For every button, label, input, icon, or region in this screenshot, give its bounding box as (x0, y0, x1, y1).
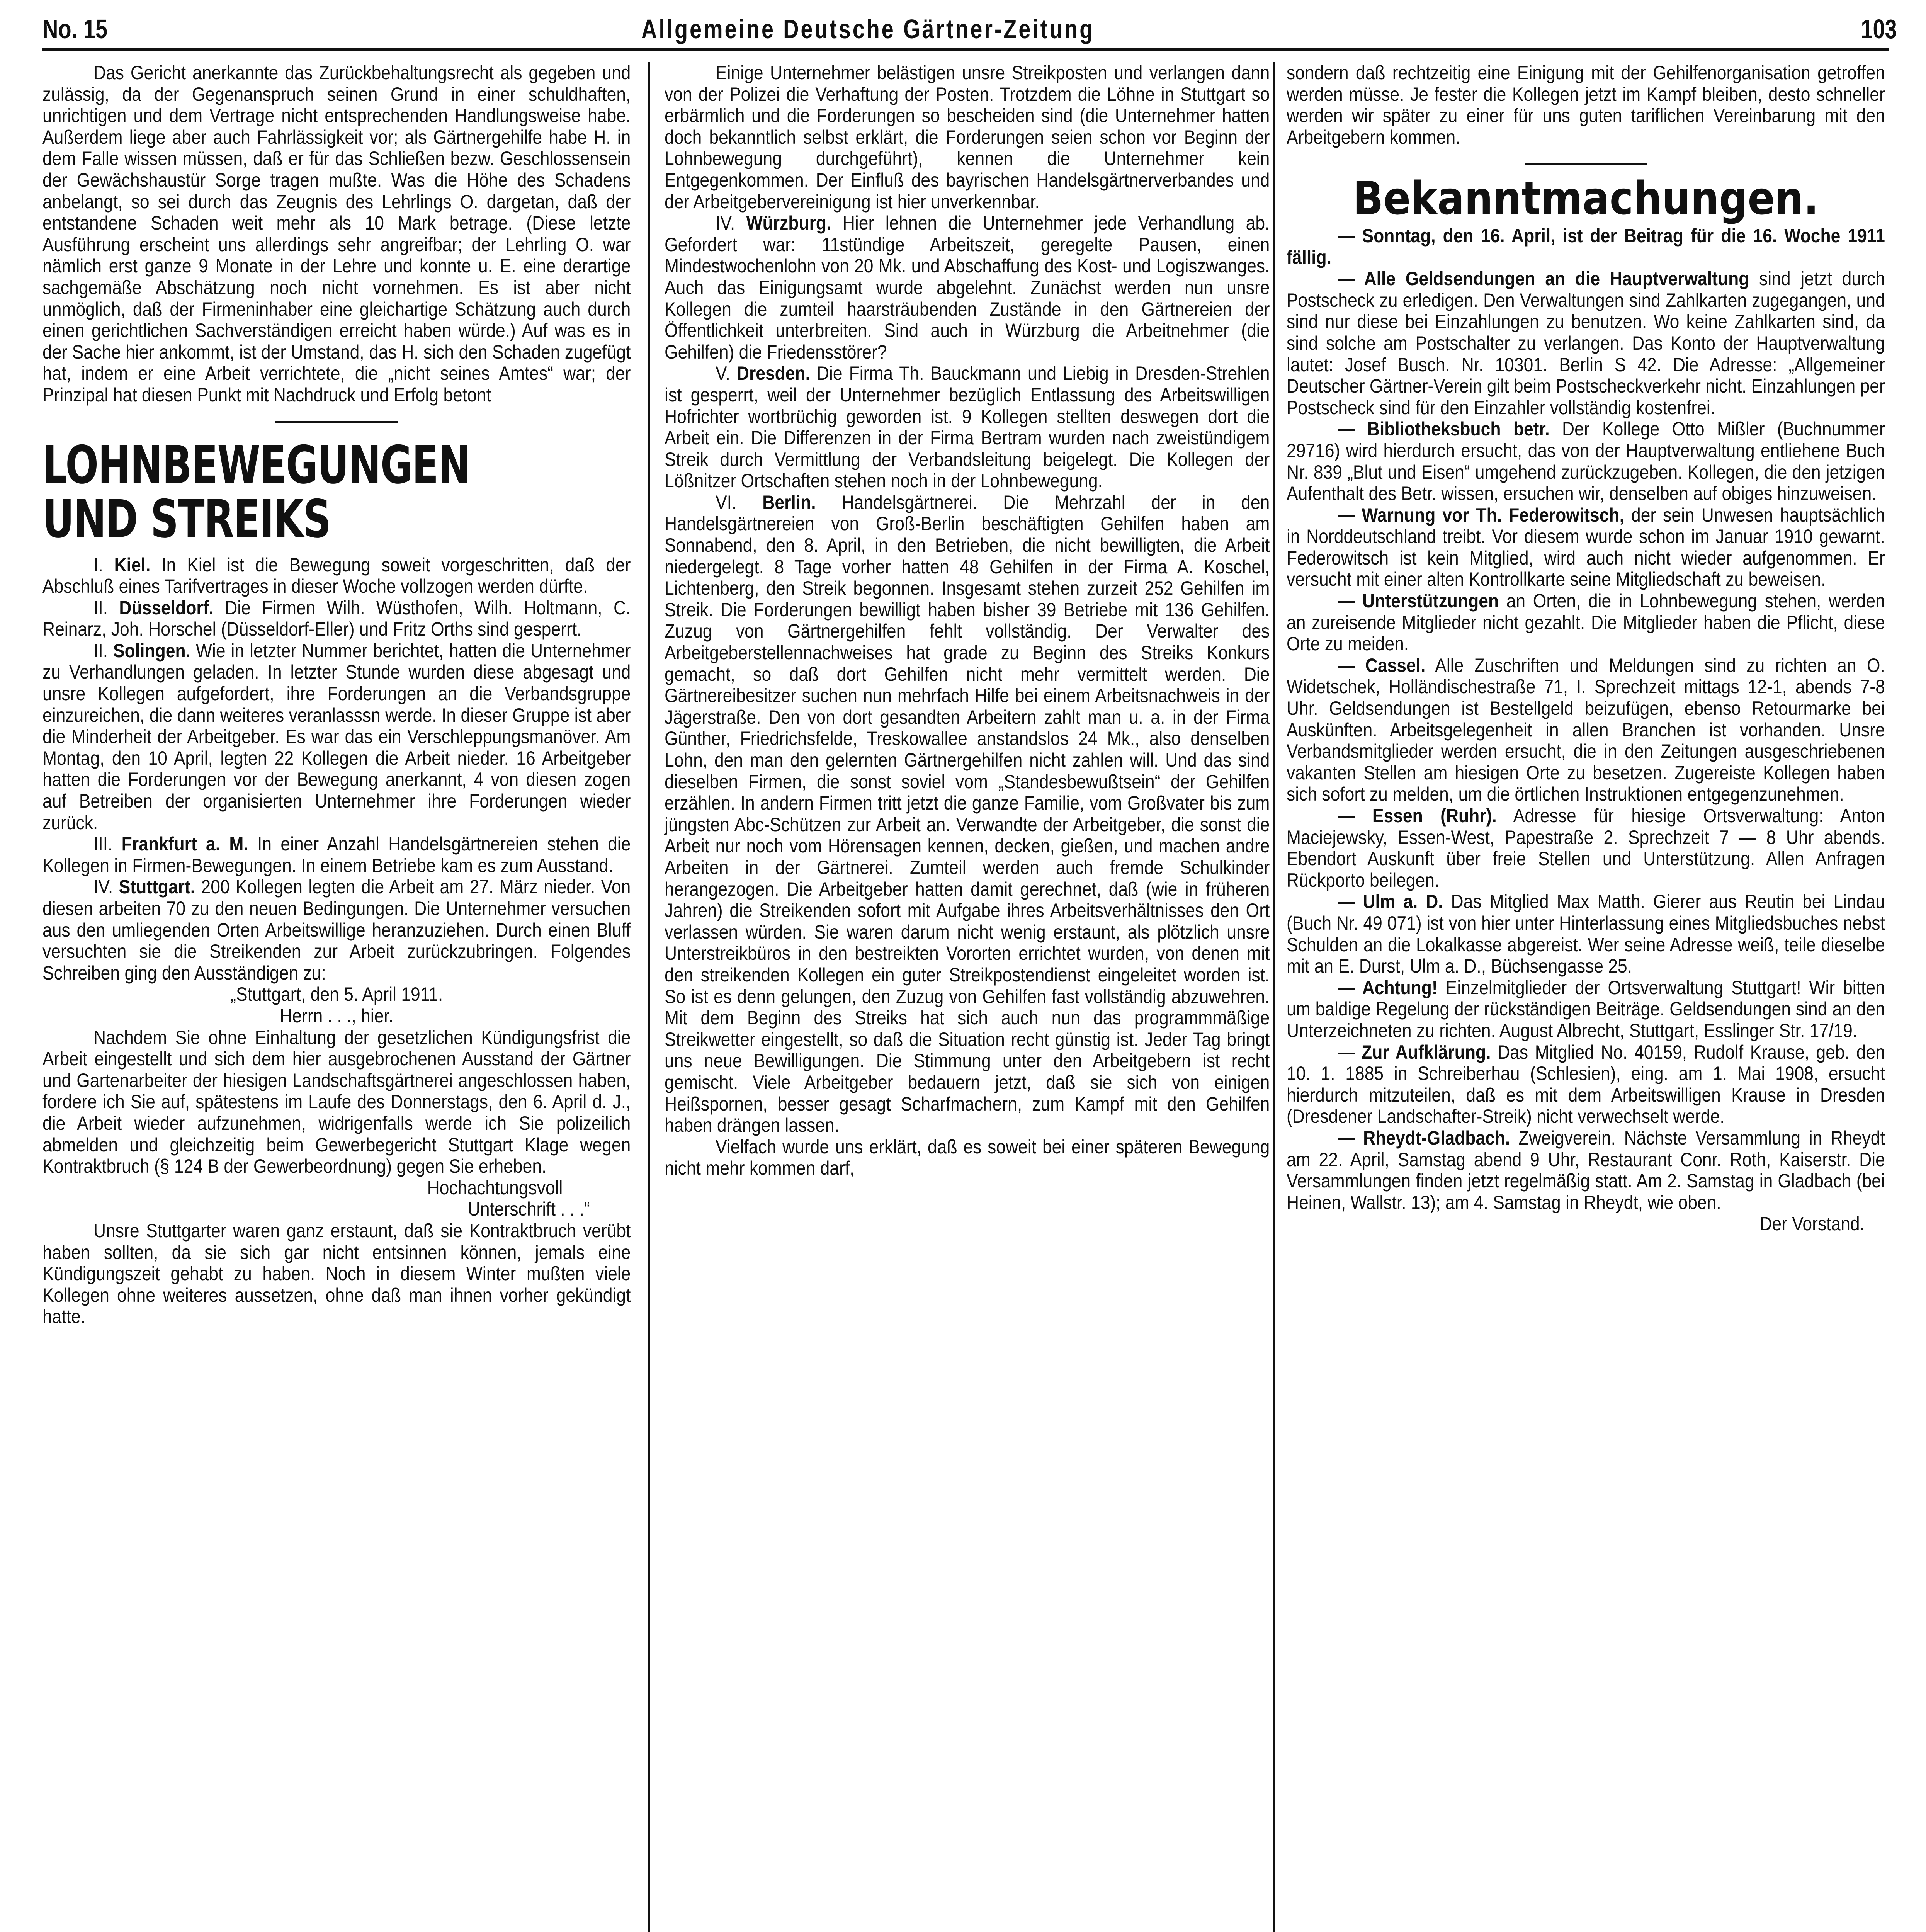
page-number: 103 (1861, 14, 1897, 44)
item-number: III. (93, 833, 122, 855)
notice-heading: — Ulm a. D. (1338, 890, 1443, 913)
item-place: Solingen. (113, 639, 191, 662)
item-text: Die Firma Th. Bauckmann und Liebig in Dresden-Strehlen ist gesperrt, weil der Unternehmer bezüglich Entlassung des Arbeitswilligen Hofrichter wortbrüchig geworden ist. 9 Kollegen stellten deswegen dort die Arbeit ein. Die Differenzen in der Firma Bertram wurden nach zweistündigem Streik durch Vermittlung der Verbandsleitung beigelegt. Die Kollegen der Lößnitzer Ortschaften stehen noch in der Lohnbewegung. (665, 362, 1270, 492)
stuttgart-continued-text: Einige Unternehmer belästigen unsre Streikposten und verlangen dann von der Polizei die Verhaftung der Posten. Trotzdem die Löhne in Stuttgart so erbärmlich und die Forderungen so bescheiden sind (die Unternehmer hatten doch bekanntlich selbst erklärt, die Forderungen seien schon vor Beginn der Lohnbewegung durchgeführt), kennen die Unternehmer kein Entgegenkommen. Der Einfluß des bayrischen Handelsgärtnerverbandes und der Arbeitgebervereinigung ist hier unverkennbar. (665, 61, 1270, 213)
notice-heading: — Unterstützungen (1338, 590, 1499, 612)
item-text: Die Firmen Wilh. Wüsthofen, Wilh. Holtmann, C. Reinarz, Joh. Horschel (Düsseldorf-Eller) und Fritz Orths sind gesperrt. (42, 596, 631, 640)
notice-heading: — Zur Aufklärung. (1338, 1041, 1491, 1063)
item-number: II. (93, 596, 119, 619)
notice-item (1287, 1041, 1885, 1127)
item-place: Dresden. (736, 362, 811, 384)
notice-item (1287, 655, 1885, 805)
notice-heading: — Alle Geldsendungen an die Hauptverwaltung (1338, 267, 1749, 290)
strike-item (42, 554, 631, 597)
notice-text: Alle Zuschriften und Meldungen sind zu richten an O. Widetschek, Holländischestraße 71, I. Sprechzeit mittags 12-1, abends 7-8 Uhr. Geldsendungen ist Bestellgeld beizufügen, ebenso Retourmarke bei Auskünften. Arbeitsgelegenheit in allen Branchen ist vorhanden. Unsre Verbandsmitglieder werden ersucht, die in den Zeitungen ausgeschriebenen vakanten Stellen am hiesigen Orte zu besetzen. Zugereiste Kollegen haben sich sofort zu melden, um die örtlichen Instruktionen entgegenzunehmen. (1287, 654, 1885, 805)
notice-heading: — Essen (Ruhr). (1338, 804, 1497, 827)
notice-item (1287, 891, 1885, 976)
court-article-text: Das Gericht anerkannte das Zurückbehaltungsrecht als gegeben und zulässig, da der Gegenanspruch seinen Grund in einer schuldhaften, unrichtigen und dem Vertrage nicht entsprechenden Handlungsweise habe. Außerdem liege aber auch Fahrlässigkeit vor; als Gärtnergehilfe habe H. in dem Falle wissen müssen, daß er für das Schließen bezw. Geschlossensein der Gewächshaustür Sorge tragen mußte. Was die Höhe des Schadens anbelangt, so sei durch das Zeugnis des Lehrlings O. dargetan, daß der entstandene Schaden weit mehr als 10 Mark betrage. (Diese letzte Ausführung erscheint uns allerdings sehr angreifbar; der Lehrling O. war nämlich erst ganze 9 Monate in der Lehre und konnte u. E. eine derartige sachgemäße Abschätzung noch nicht vornehmen. Es ist aber nicht unmöglich, daß der Firmeninhaber eine gleichartige Schätzung auch durch einen gerichtlichen Sachverständigen erreicht haben würde.) Auf was es in der Sache hier ankommt, ist der Umstand, das H. sich den Schaden zugefügt hat, indem er eine Arbeit verrichtete, die „nicht seines Amtes“ war; der Prinzipal hat diesen Punkt mit Nachdruck und Erfolg betont (42, 61, 631, 406)
item-place: Kiel. (114, 553, 151, 576)
strike-item (42, 833, 631, 876)
item-place: Würzburg. (746, 212, 831, 234)
notice-text: Der Kollege Otto Mißler (Buchnummer 29716) wird hierdurch ersucht, das von der Hauptverwaltung entliehene Buch Nr. 839 „Blut und Eisen“ umgehend zurückzugeben. Kollegen, die den jetzigen Aufenthalt des Betr. wissen, ersuchen wir, denselben auf obiges hinzuweisen. (1287, 418, 1885, 505)
item-number: I. (93, 553, 114, 576)
berlin-continued-text: sondern daß rechtzeitig eine Einigung mit der Gehilfenorganisation getroffen werden müsse. Je fester die Kollegen jetzt im Kampf bleiben, desto schneller werden wir später zu einer für uns guten tariflichen Vereinbarung mit den Arbeitgebern kommen. (1287, 61, 1885, 148)
notice-heading: — Cassel. (1338, 654, 1426, 676)
item-number: IV. (93, 876, 119, 898)
section-title-line: LOHNBEWEGUNGEN (42, 434, 470, 495)
notice-heading: — Rheydt-Gladbach. (1338, 1126, 1510, 1149)
notice-signature: Der Vorstand. (1759, 1213, 1865, 1235)
item-text: In Kiel ist die Bewegung soweit vorgeschritten, daß der Abschluß eines Tarifvertrages in dieser Woche vollzogen werden dürfte. (42, 553, 631, 597)
strike-item (42, 640, 631, 833)
item-place: Berlin. (762, 491, 816, 513)
notice-heading: — Achtung! (1338, 976, 1438, 998)
notice-heading: — Warnung vor Th. Federowitsch, (1338, 503, 1624, 526)
column-2 (665, 62, 1270, 1932)
notice-text: Das Mitglied Max Matth. Gierer aus Reutin bei Lindau (Buch Nr. 49 071) ist von hier unter Hinterlassung eines Mitgliedsbuches nebst Schulden an die Lokalkasse abgereist. Wer seine Adresse weiß, teile dieselbe mit an E. Durst, Ulm a. D., Büchsengasse 25. (1287, 890, 1885, 977)
article-outro: Unsre Stuttgarter waren ganz erstaunt, daß sie Kontraktbruch verübt haben sollten, da sie sich gar nicht entsinnen können, jemals eine Kündigungszeit gehabt zu haben. Noch in diesem Winter mußten viele Kollegen ohne weiteres aussetzen, ohne daß man ihnen vorher gekündigt hatte. (42, 1219, 631, 1328)
section-title-bekanntmachungen: Bekanntmachungen. (1353, 172, 1819, 225)
issue-number: No. 15 (42, 14, 108, 44)
letter-body: Nachdem Sie ohne Einhaltung der gesetzlichen Kündigungsfrist die Arbeit eingestellt und sich dem hier ausgebrochenen Ausstand der Gärtner und Gartenarbeiter der hiesigen Landschaftsgärtnerei angeschlossen haben, fordere ich Sie auf, spätestens im Laufe des Donnerstags, den 6. April d. J., die Arbeit wieder aufzunehmen, widrigenfalls werde ich Sie polizeilich abmelden und gleichzeitig beim Gewerbegericht Stuttgart Klage wegen Kontraktbruch (§ 124 B der Gewerbeordnung) gegen Sie erheben. (42, 1026, 631, 1177)
item-place: Düsseldorf. (119, 596, 214, 619)
item-text: Hier lehnen die Unternehmer jede Verhandlung ab. Gefordert war: 11stündige Arbeitszeit, geregelte Pausen, einen Mindestwochenlohn von 20 Mk. und Abschaffung des Kost- und Logiszwanges. Auch das Einigungsamt wurde abgelehnt. Zunächst werden nun unsre Kollegen die zumteil haarsträubenden Zustände in den Gärtnereien der Öffentlichkeit unterbreiten. Sind auch in Würzburg die Arbeitnehmer (die Gehilfen) die Friedensstörer? (665, 212, 1270, 363)
masthead (42, 10, 1897, 51)
column-divider (1273, 62, 1275, 1932)
strike-item (42, 597, 631, 640)
notice-item (1287, 268, 1885, 418)
item-text: In einer Anzahl Handelsgärtnereien stehen die Kollegen in Firmen-Bewegungen. In einem Betriebe kam es zum Ausstand. (42, 833, 631, 876)
notice-text: Zweigverein. Nächste Versammlung in Rheydt am 22. April, Samstag abend 9 Uhr, Restaurant Conr. Roth, Kaiserstr. Die Versammlungen finden jetzt regelmäßig statt. Am 2. Samstag in Gladbach (bei Heinen, Wallstr. 13); am 4. Samstag in Rheydt, wie oben. (1287, 1126, 1885, 1213)
letter-closing: Hochachtungsvoll (427, 1176, 563, 1199)
notice-text: Das Mitglied No. 40159, Rudolf Krause, geb. den 10. 1. 1885 in Schreiberhau (Schlesien), eing. am 1. Mai 1908, ersucht hierdurch mitzuteilen, daß es mit dem Arbeitswilligen Krause in Dresden (Dresdener Landschafter-Streik) nicht verwechselt werde. (1287, 1041, 1885, 1128)
column-divider (648, 62, 650, 1932)
section-title-line: UND STREIKS (42, 488, 331, 549)
section-separator (275, 421, 398, 423)
newspaper-title: Allgemeine Deutsche Gärtner-Zeitung (641, 14, 1095, 44)
strike-item (665, 212, 1270, 362)
item-place: Stuttgart. (119, 876, 195, 898)
notice-item (1287, 590, 1885, 655)
item-number: VI. (716, 491, 763, 513)
notice-heading: — Bibliotheksbuch betr. (1338, 418, 1550, 440)
notice-text: Adresse für hiesige Ortsverwaltung: Anton Maciejewsky, Essen-West, Papestraße 2. Sprechzeit 7 — 8 Uhr abends. Ebendort Auskunft über freie Stellen und Unterstützung. Allen Anfragen Rückporto beilegen. (1287, 804, 1885, 891)
item-number: IV. (716, 212, 746, 234)
item-place: Frankfurt a. M. (121, 833, 248, 855)
notice-item (1287, 418, 1885, 504)
notice-heading: — Sonntag, den 16. April, ist der Beitrag für die 16. Woche 1911 fällig. (1287, 224, 1885, 268)
notice-item (1287, 1127, 1885, 1213)
article-outro: Vielfach wurde uns erklärt, daß es soweit bei einer späteren Bewegung nicht mehr kommen darf, (665, 1135, 1270, 1179)
strike-item (665, 492, 1270, 1136)
letter-salutation: Herrn . . ., hier. (280, 1004, 394, 1027)
strike-item (665, 362, 1270, 492)
notice-item (1287, 504, 1885, 590)
notice-text: Einzelmitglieder der Ortsverwaltung Stuttgart! Wir bitten um baldige Regelung der rückständigen Beiträge. Geldsendungen sind an den Unterzeichneten zu richten. August Albrecht, Stuttgart, Esslinger Str. 17/19. (1287, 976, 1885, 1041)
notice-item (1287, 805, 1885, 891)
column-3 (1287, 62, 1885, 1932)
section-title-lohnbewegungen (42, 434, 542, 549)
item-text: 200 Kollegen legten die Arbeit am 27. März nieder. Von diesen arbeiten 70 zu den neuen Bedingungen. Die Unternehmer versuchen aus den umliegenden Orten Arbeitswillige heranzuziehen. Durch einen Bluff versuchten sie die Streikenden zur Arbeit zurückzubringen. Folgendes Schreiben ging den Ausständigen zu: (42, 876, 631, 984)
notice-item (1287, 225, 1885, 268)
notice-item (1287, 977, 1885, 1041)
section-separator (1525, 163, 1647, 165)
notice-text: an Orten, die in Lohnbewegung stehen, werden an zureisende Mitglieder nicht gezahlt. Die Mitglieder haben die Pflicht, diese Orte zu meiden. (1287, 590, 1885, 655)
letter-signature: Unterschrift . . .“ (467, 1198, 590, 1220)
notice-text: der sein Unwesen hauptsächlich in Norddeutschland treibt. Vor diesem wurde schon im Januar 1910 gewarnt. Federowitsch ist kein Mitglied, wird auch nicht wieder aufgenommen. Er versucht mit einer alten Kontrollkarte seine Mitgliedschaft zu beweisen. (1287, 503, 1885, 590)
item-text: Wie in letzter Nummer berichtet, hatten die Unternehmer zu Verhandlungen geladen. In letzter Stunde wurden diese abgesagt und unsre Kollegen aufgefordert, ihre Forderungen an die Verbandsgruppe einzureichen, die dann weiteres veranlasssn werde. In dieser Gruppe ist aber die Minderheit der Arbeitgeber. Es war das ein Verschleppungsmanöver. Am Montag, den 10 April, legten 22 Kollegen die Arbeit nieder. 16 Arbeitgeber hatten die Forderungen vor der Bewegung anerkannt, 4 von diesen zogen auf Betreiben der organisierten Unternehmer ihre Forderungen wieder zurück. (42, 639, 631, 833)
notice-text: sind jetzt durch Postscheck zu erledigen. Den Verwaltungen sind Zahlkarten zugegangen, und sind nur diese bei Einzahlungen zu benutzen. Wo keine Zahlkarten sind, da sind solche am Postschalter zu verlangen. Das Konto der Hauptverwaltung lautet: Josef Busch. Nr. 10301. Berlin S 42. Die Adresse: „Allgemeiner Deutscher Gärtner-Verein gilt beim Postscheckverkehr nicht. Einzahlungen per Postscheck sind für den Einzahler vollständig kostenfrei. (1287, 267, 1885, 418)
item-number: V. (716, 362, 737, 384)
strike-item (42, 876, 631, 983)
item-text: Handelsgärtnerei. Die Mehrzahl der in den Handelsgärtnereien von Groß-Berlin beschäftigten Gehilfen haben am Sonnabend, den 8. April, in den Betrieben, die nicht bewilligten, die Arbeit niedergelegt. 8 Tage vorher hatten 48 Gehilfen in der Firma A. Koschel, Lichtenberg, den Streik begonnen. Insgesamt stehen zurzeit 252 Gehilfen im Streik. Die Forderungen bewilligt haben bisher 39 Betriebe mit 136 Gehilfen. Zuzug von Gärtnergehilfen fehlt vollständig. Der Verwalter des Arbeitgeberstellennachweises hat grade zu Beginn des Streiks Konkurs gemacht, so daß dort Gehilfen nicht mehr vermittelt werden. Die Gärtnereibesitzer suchen nun mehrfach Hilfe bei einem Arbeitsnachweis in der Jägerstraße. Den von dort gesandten Arbeitern zahlt man u. a. in der Firma Günther, Friedrichsfelde, Treskowallee anstandslos 24 Mk., also denselben Lohn, den man den gelernten Gärtnergehilfen nicht zahlen will. Und das sind dieselben Firmen, die sonst soviel vom „Standesbewußtsein“ der Gehilfen erzählen. In andern Firmen tritt jetzt die ganze Familie, vom Großvater bis zum jüngsten Abc-Schützen zur Arbeit an. Verwandte der Arbeitgeber, die sonst die Arbeit nur noch vom Hörensagen kennen, decken, gießen, und machen andre Arbeiten in der Gärtnerei. Zumteil werden auch fremde Schulkinder herangezogen. Die Arbeitgeber hatten damit gerechnet, daß (wie in früheren Jahren) die Streikenden sofort mit Aufgabe ihres Arbeitsverhältnisses den Ort verlassen würden. Sie waren darum nicht wenig erstaunt, als plötzlich unsre Unterstreikbüros in den bestreikten Vororten errichtet wurden, von denen mit den streikenden Kollegen ein guter Streikpostendienst eingeleitet worden ist. So ist es denn gelungen, den Zuzug von Gehilfen fast vollständig abzuwehren. Mit dem Beginn des Streiks hat sich auch nun das programmmäßige Streikwetter eingestellt, so daß die Situation recht günstig ist. Jeder Tag bringt uns neue Bewilligungen. Die Stimmung unter den Arbeitgebern ist recht gemischt. Viele Arbeitgeber bedauern jetzt, daß sie sich von einigen Heißspornen, besser gesagt Scharfmachern, zum Kampf mit den Gehilfen haben drängen lassen. (665, 491, 1270, 1136)
column-1 (42, 62, 631, 1932)
letter-date: „Stuttgart, den 5. April 1911. (230, 983, 443, 1005)
item-number: II. (93, 639, 114, 662)
